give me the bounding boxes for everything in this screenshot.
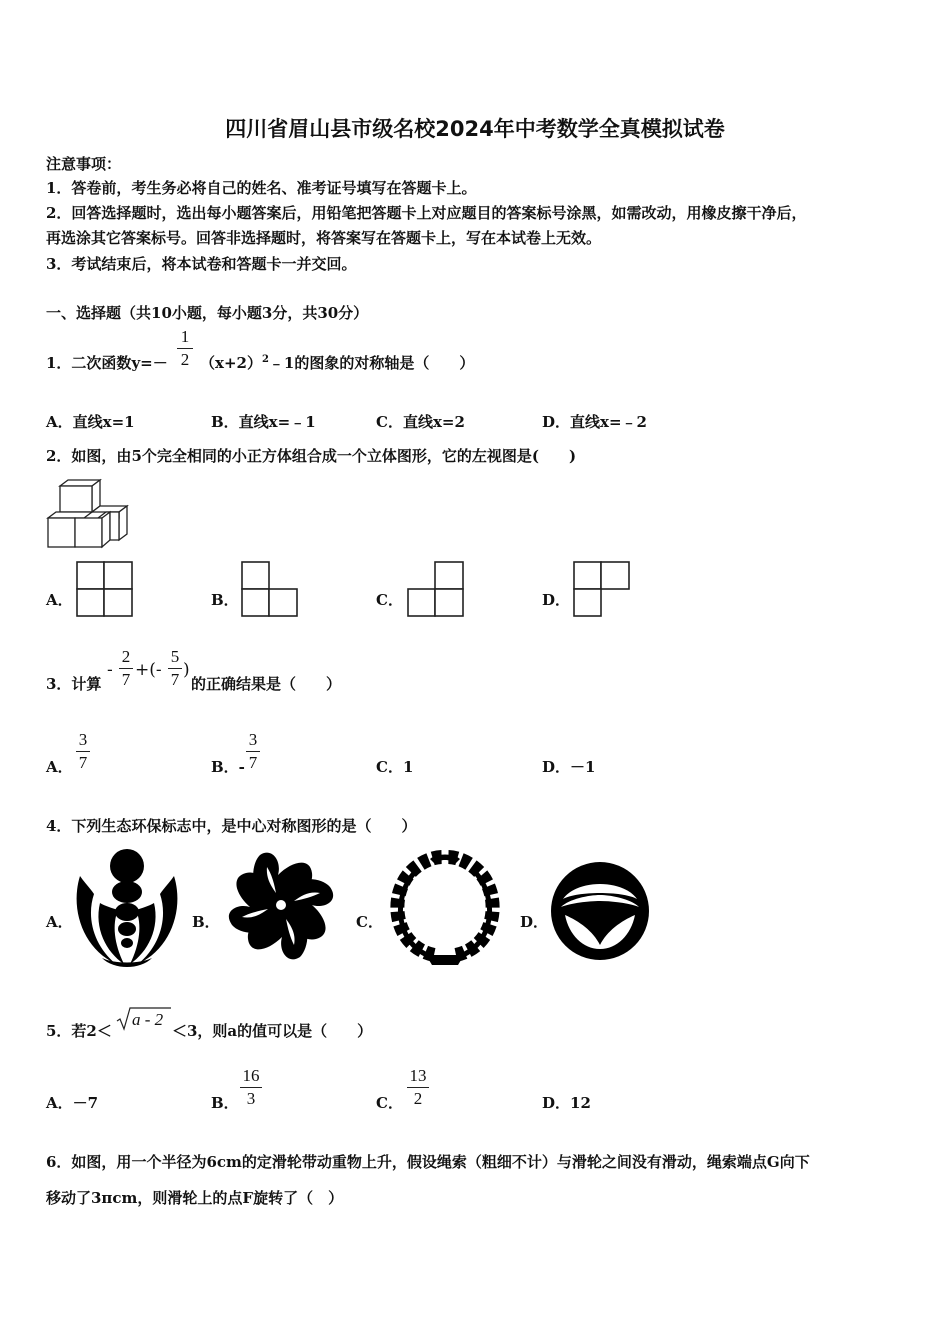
q5-c-den: 2 (413, 1089, 423, 1108)
q3-f1-den: 7 (121, 670, 131, 689)
page-title: 四川省眉山县市级名校2024年中考数学全真模拟试卷 (225, 117, 725, 141)
q3-b-bar (246, 751, 260, 752)
q3-fraction-1 (119, 647, 133, 690)
q1-frac-den: 2 (180, 350, 190, 369)
q3-suffix: 的正确结果是（ ） (191, 675, 342, 693)
q3-option-d[interactable]: D．－1 (542, 758, 596, 776)
q4-text: 4．下列生态环保标志中，是中心对称图形的是（ ） (46, 817, 417, 835)
q5-b-num: 16 (242, 1066, 260, 1085)
q1-prefix: 1．二次函数y=－ (46, 354, 168, 372)
q3-f2-bar (168, 668, 182, 669)
q1-option-c[interactable]: C．直线x=2 (376, 413, 465, 431)
q2-figure-d[interactable] (573, 560, 631, 618)
q2-figure-c[interactable] (407, 560, 465, 618)
q1-option-d[interactable]: D．直线x=﹣2 (542, 413, 647, 431)
q2-figure-a[interactable] (76, 560, 134, 618)
q3-f2-num: 5 (170, 647, 180, 666)
q5-option-c-fraction[interactable] (407, 1066, 429, 1109)
q4-logo-a-icon[interactable] (72, 848, 182, 970)
q5-suffix: ＜3，则a的值可以是（ ） (172, 1022, 373, 1040)
q3-option-b-label[interactable]: B．- (211, 758, 245, 776)
q4-option-b[interactable]: B． (192, 913, 220, 931)
q3-b-den: 7 (248, 753, 258, 772)
q3-option-a-fraction[interactable] (76, 730, 90, 773)
q3-minus: - (107, 660, 113, 680)
q3-prefix: 3．计算 (46, 675, 102, 693)
q2-figure-b[interactable] (241, 560, 299, 618)
q4-option-d[interactable]: D． (520, 913, 549, 931)
q5-prefix: 5．若2＜ (46, 1022, 112, 1040)
q3-a-num: 3 (78, 730, 88, 749)
q5-option-b-label[interactable]: B． (211, 1094, 239, 1112)
q4-option-a[interactable]: A． (46, 913, 73, 931)
q3-a-bar (76, 751, 90, 752)
q2-option-a[interactable]: A． (46, 591, 73, 609)
notice-item: 2．回答选择题时，选出每小题答案后，用铅笔把答题卡上对应题目的答案标号涂黑，如需改动，用橡皮擦干净后， (46, 204, 807, 222)
q2-option-d[interactable]: D． (542, 591, 571, 609)
q1-option-a[interactable]: A．直线x=1 (46, 413, 135, 431)
q1-option-b[interactable]: B．直线x=﹣1 (211, 413, 316, 431)
q4-logo-c-icon[interactable] (386, 851, 504, 967)
notice-item: 1．答卷前，考生务必将自己的姓名、准考证号填写在答题卡上。 (46, 179, 477, 197)
q3-f1-num: 2 (121, 647, 131, 666)
q3-option-a-label[interactable]: A． (46, 758, 73, 776)
q3-f1-bar (119, 668, 133, 669)
q2-text: 2．如图，由5个完全相同的小正方体组合成一个立体图形，它的左视图是( ) (46, 447, 577, 465)
q5-b-bar (240, 1087, 262, 1088)
q1-expr (200, 352, 474, 373)
q5-option-c-label[interactable]: C． (376, 1094, 403, 1112)
q5-c-num: 13 (409, 1066, 427, 1085)
q1-frac-bar (177, 348, 193, 349)
q1-fraction (177, 327, 193, 370)
q2-option-b[interactable]: B． (211, 591, 239, 609)
q3-option-b-fraction[interactable] (246, 730, 260, 773)
q4-option-c[interactable]: C． (356, 913, 383, 931)
q5-option-a[interactable]: A．－7 (46, 1094, 99, 1112)
q5-c-bar (407, 1087, 429, 1088)
q2-option-c[interactable]: C． (376, 591, 403, 609)
q3-fraction-2 (168, 647, 182, 690)
q5-radicand-text: a - 2 (132, 1010, 164, 1029)
cube-figure (44, 478, 134, 553)
q4-logo-b-icon[interactable] (220, 847, 342, 967)
q5-b-den: 3 (246, 1089, 256, 1108)
notice-item: 3．考试结束后，将本试卷和答题卡一并交回。 (46, 255, 357, 273)
q1-expr-base: （x+2） (200, 354, 262, 372)
q1-frac-num: 1 (180, 327, 190, 346)
q3-f2-den: 7 (170, 670, 180, 689)
q3-a-den: 7 (78, 753, 88, 772)
q4-logo-d-icon[interactable] (549, 855, 651, 967)
q1-exponent: 2 (261, 354, 269, 365)
q1-expr-rest: ﹣1的图象的对称轴是（ ） (268, 354, 475, 372)
notice-item: 再选涂其它答案标号。回答非选择题时，将答案写在答题卡上，写在本试卷上无效。 (46, 229, 602, 247)
section-heading: 一、选择题（共10小题，每小题3分，共30分） (46, 304, 369, 322)
q6-line-2: 移动了3πcm，则滑轮上的点F旋转了（ ） (46, 1189, 344, 1207)
q6-line-1: 6．如图，用一个半径为6cm的定滑轮带动重物上升，假设绳索（粗细不计）与滑轮之间没有滑动，绳索端点G向下 (46, 1153, 810, 1171)
q3-close-paren: ) (183, 660, 190, 680)
q3-option-c[interactable]: C．1 (376, 758, 414, 776)
q3-b-num: 3 (248, 730, 258, 749)
notice-heading: 注意事项： (46, 155, 122, 173)
q5-option-d[interactable]: D．12 (542, 1094, 591, 1112)
q5-option-b-fraction[interactable] (240, 1066, 262, 1109)
q5-radicand (132, 1010, 163, 1030)
q3-plus: +(- (135, 660, 162, 680)
